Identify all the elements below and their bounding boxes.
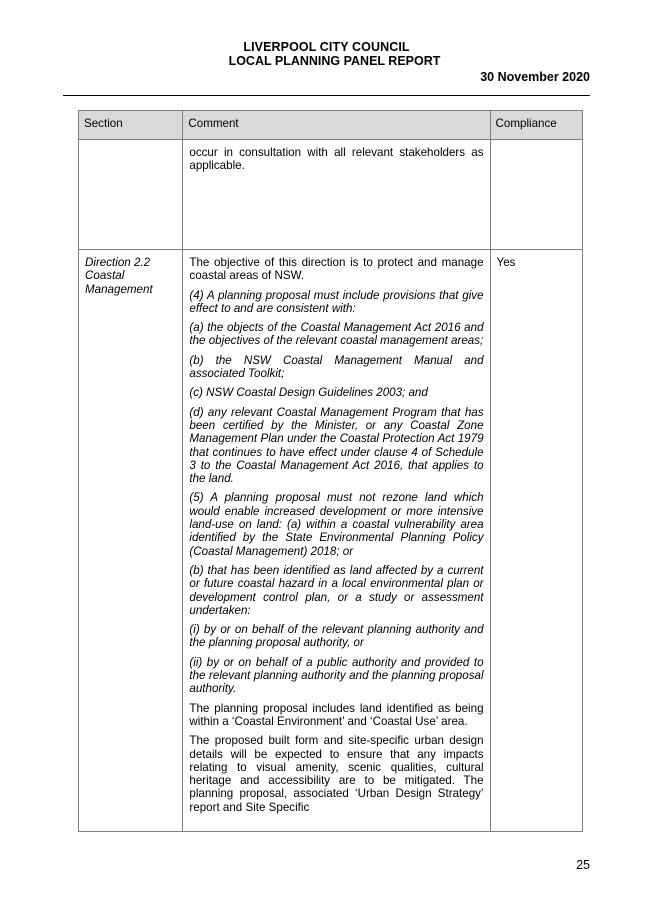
comment-paragraph: The objective of this direction is to protect and manage coastal areas of NSW. xyxy=(189,256,484,283)
comment-paragraph: (ii) by or on behalf of a public authority and provided to the relevant planning authority and the planning proposal authority. xyxy=(189,655,484,696)
council-name: LIVERPOOL CITY COUNCIL xyxy=(243,40,410,54)
report-date: 30 November 2020 xyxy=(480,70,590,84)
column-header-comment: Comment xyxy=(183,111,490,140)
comment-cell xyxy=(183,250,490,832)
comment-paragraph: (4) A planning proposal must include provisions that give effect to and are consistent with: xyxy=(189,288,484,315)
comment-paragraph: (a) the objects of the Coastal Management Act 2016 and the objectives of the relevant coastal management areas; xyxy=(189,321,484,348)
comment-paragraph: (b) the NSW Coastal Management Manual and associated Toolkit; xyxy=(189,353,484,381)
comment-paragraph: occur in consultation with all relevant stakeholders as applicable. xyxy=(189,146,484,173)
section-cell: Direction 2.2 Coastal Management xyxy=(79,250,183,832)
table-row xyxy=(79,140,583,250)
compliance-cell xyxy=(490,140,582,250)
compliance-cell: Yes xyxy=(490,250,582,832)
comment-paragraph: (i) by or on behalf of the relevant planning authority and the planning proposal authority, or xyxy=(189,623,484,650)
report-title-text: LOCAL PLANNING PANEL REPORT xyxy=(228,54,441,68)
table-row xyxy=(79,250,583,832)
header-divider xyxy=(63,95,590,96)
comment-paragraph: The planning proposal includes land identified as being within a ‘Coastal Environment’ and ‘Coastal Use’ area. xyxy=(189,701,484,728)
comment-paragraph: (d) any relevant Coastal Management Program that has been certified by the Minister, or any Coastal Zone Management Plan under the Coastal Protection Act 1979 that continues to have effect under clause 4 of Schedule 3 to the Coastal Management Act 2016, that applies to the land. xyxy=(189,405,484,486)
column-header-section: Section xyxy=(79,111,183,140)
comment-paragraph: (c) NSW Coastal Design Guidelines 2003; and xyxy=(189,386,428,400)
comment-paragraph: (5) A planning proposal must not rezone land which would enable increased development or more intensive land-use on land: (a) within a coastal vulnerability area identified by the State Environmental Planning Policy (Coastal Management) 2018; or xyxy=(189,491,484,558)
table-header-row xyxy=(79,111,583,140)
section-cell xyxy=(79,140,183,250)
compliance-table xyxy=(78,110,583,832)
column-header-compliance: Compliance xyxy=(490,111,582,140)
comment-paragraph: (b) that has been identified as land affected by a current or future coastal hazard in a local environmental plan or development control plan, or a study or assessment undertaken: xyxy=(189,563,484,617)
report-title xyxy=(0,54,653,68)
comment-paragraph: The proposed built form and site-specific urban design details will be expected to ensure that any impacts relating to visual amenity, scenic qualities, cultural heritage and accessibility are to be mitigated. The planning proposal, associated ‘Urban Design Strategy’ report and Site Specific xyxy=(189,734,484,814)
comment-cell xyxy=(183,140,490,250)
page-number: 25 xyxy=(576,858,590,872)
